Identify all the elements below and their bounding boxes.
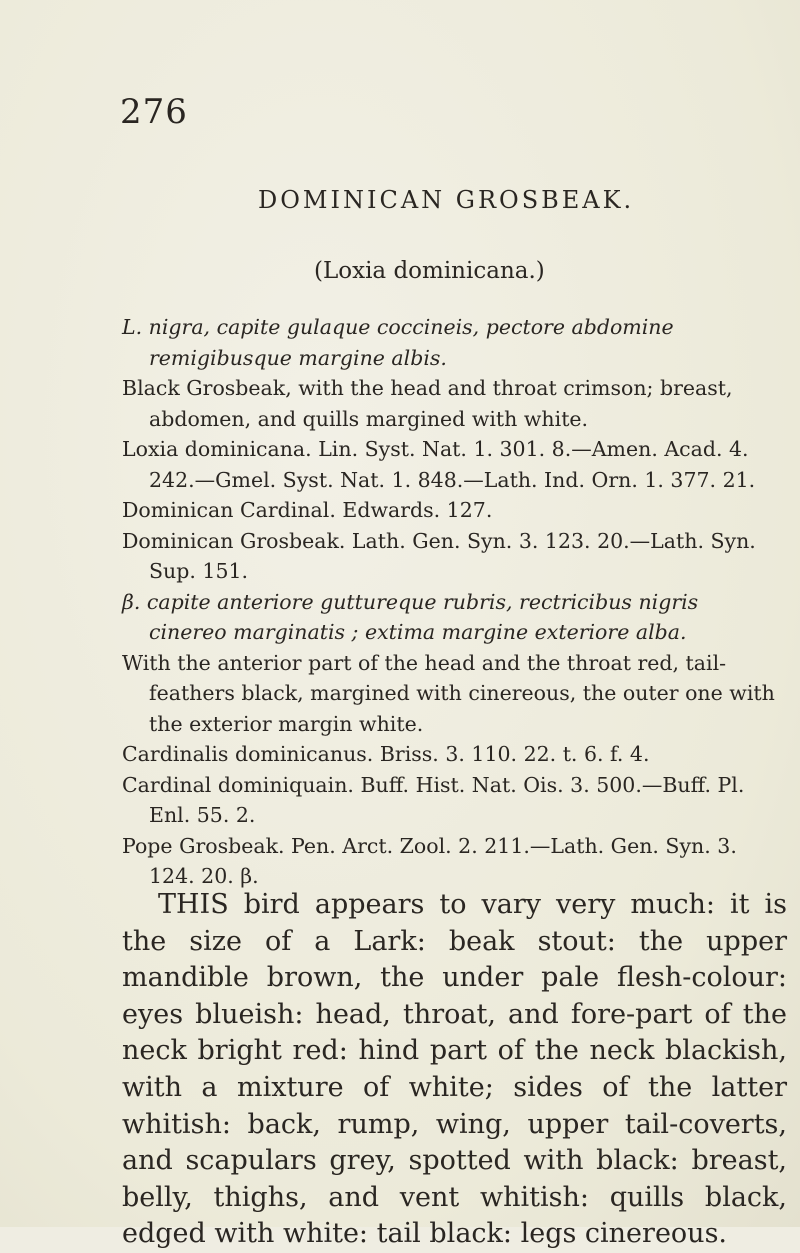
description-paragraph: THIS bird appears to vary very much: it is the size of a Lark: beak stout: the upper mandible brown, the under pale flesh-colour: eyes blueish: head, throat, and fore-part of the neck bright red: hind part of the neck blackish, with a mixture of white; sides of the latter whitish: back, rump, wing, upper tail-coverts, and scapulars grey, spotted with black: breast, belly, thighs, and vent whitish: quills black, edged with white: tail black: legs cinereous. bbox=[122, 889, 787, 1250]
page-title: DOMINICAN GROSBEAK. bbox=[258, 186, 635, 214]
synonym-entry: Pope Grosbeak. Pen. Arct. Zool. 2. 211.—Lath. Gen. Syn. 3. 124. 20. β. bbox=[122, 833, 737, 888]
latin-name: (Loxia dominicana.) bbox=[314, 258, 545, 284]
synonym-entry: Cardinalis dominicanus. Briss. 3. 110. 22. t. 6. f. 4. bbox=[122, 742, 650, 766]
synonym-entry: Dominican Grosbeak. Lath. Gen. Syn. 3. 123. 20.—Lath. Syn. Sup. 151. bbox=[122, 528, 756, 583]
page-number: 276 bbox=[120, 92, 188, 132]
synonym-entry: Loxia dominicana. Lin. Syst. Nat. 1. 301. 8.—Amen. Acad. 4. 242.—Gmel. Syst. Nat. 1. 848.—Lath. Ind. Orn. 1. 377. 21. bbox=[122, 437, 756, 492]
diagnosis-latin: L. nigra, capite gulaque coccineis, pectore abdomine remigibusque margine albis. bbox=[122, 315, 674, 370]
variety-diagnosis-english: With the anterior part of the head and the throat red, tail-feathers black, margined with cinereous, the outer one with the exterior margin white. bbox=[122, 650, 775, 736]
synonym-entry: Cardinal dominiquain. Buff. Hist. Nat. Ois. 3. 500.—Buff. Pl. Enl. 55. 2. bbox=[122, 772, 745, 827]
variety-diagnosis-latin: β. capite anteriore guttureque rubris, rectricibus nigris cinereo marginatis ; extima margine exteriore alba. bbox=[122, 589, 699, 644]
synonym-entry: Dominican Cardinal. Edwards. 127. bbox=[122, 498, 493, 522]
synonymy-list bbox=[122, 312, 782, 892]
diagnosis-english: Black Grosbeak, with the head and throat crimson; breast, abdomen, and quills margined with white. bbox=[122, 376, 733, 431]
